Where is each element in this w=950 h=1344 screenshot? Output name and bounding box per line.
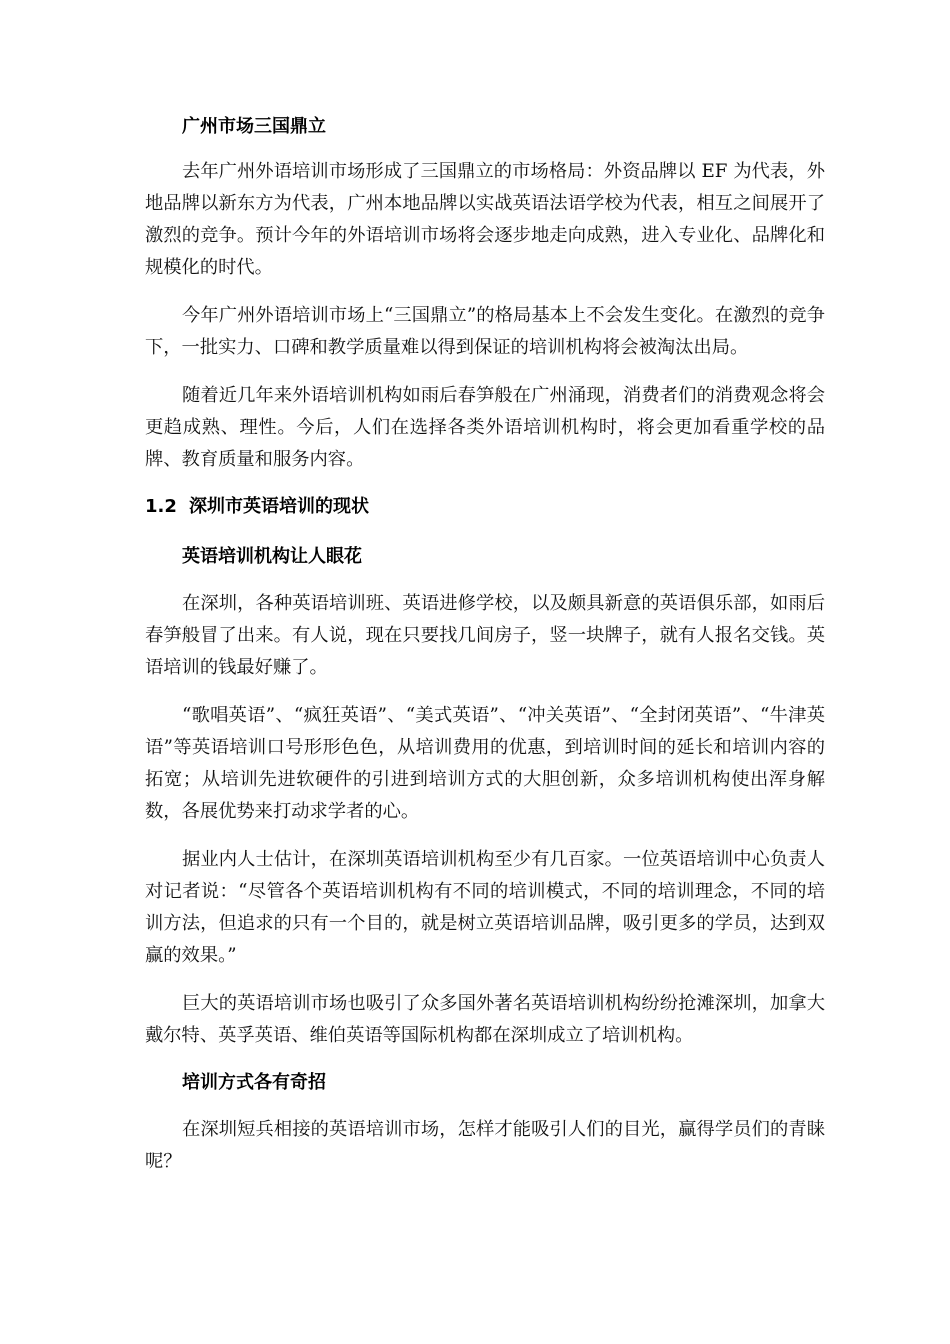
paragraph-guangzhou-3: 随着近几年来外语培训机构如雨后春笋般在广州涌现，消费者们的消费观念将会更趋成熟、理性。今后，人们在选择各类外语培训机构时，将会更加看重学校的品牌、教育质量和服务内容。 [145,385,825,470]
paragraph-shenzhen-4: 巨大的英语培训市场也吸引了众多国外著名英语培训机构纷纷抢滩深圳，加拿大戴尔特、英孚英语、维伯英语等国际机构都在深圳成立了培训机构。 [145,993,825,1046]
section-heading-1-2 [145,492,825,522]
paragraph-shenzhen-2: “歌唱英语”、“疯狂英语”、“美式英语”、“冲关英语”、“全封闭英语”、“牛津英语”等英语培训口号形形色色，从培训费用的优惠，到培训时间的延长和培训内容的拓宽；从培训先进软硬件的引进到培训方式的大胆创新，众多培训机构使出浑身解数，各展优势来打动求学者的心。 [145,705,825,822]
document-body [145,112,825,1178]
paragraph-guangzhou-1: 去年广州外语培训市场形成了三国鼎立的市场格局：外资品牌以 EF 为代表，外地品牌以新东方为代表，广州本地品牌以实战英语法语学校为代表，相互之间展开了激烈的竞争。预计今年的外语培训市场将会逐步地走向成熟，进入专业化、品牌化和规模化的时代。 [145,161,825,278]
paragraph-training-1: 在深圳短兵相接的英语培训市场，怎样才能吸引人们的目光，赢得学员们的青睐呢？ [145,1119,825,1172]
paragraph-shenzhen-1: 在深圳，各种英语培训班、英语进修学校，以及颇具新意的英语俱乐部，如雨后春笋般冒了出来。有人说，现在只要找几间房子，竖一块牌子，就有人报名交钱。英语培训的钱最好赚了。 [145,593,825,678]
subheading-shenzhen-institutions: 英语培训机构让人眼花 [182,546,362,567]
paragraph-shenzhen-3: 据业内人士估计，在深圳英语培训机构至少有几百家。一位英语培训中心负责人对记者说：“尽管各个英语培训机构有不同的培训模式，不同的培训理念，不同的培训方法，但追求的只有一个目的，就是树立英语培训品牌，吸引更多的学员，达到双赢的效果。” [145,849,825,966]
section-number: 1.2 [145,496,177,517]
subheading-guangzhou-market: 广州市场三国鼎立 [182,116,326,137]
paragraph-guangzhou-2: 今年广州外语培训市场上“三国鼎立”的格局基本上不会发生变化。在激烈的竞争下，一批实力、口碑和教学质量难以得到保证的培训机构将会被淘汰出局。 [145,305,825,358]
subheading-training-methods: 培训方式各有奇招 [182,1072,326,1093]
section-title: 深圳市英语培训的现状 [189,496,369,517]
